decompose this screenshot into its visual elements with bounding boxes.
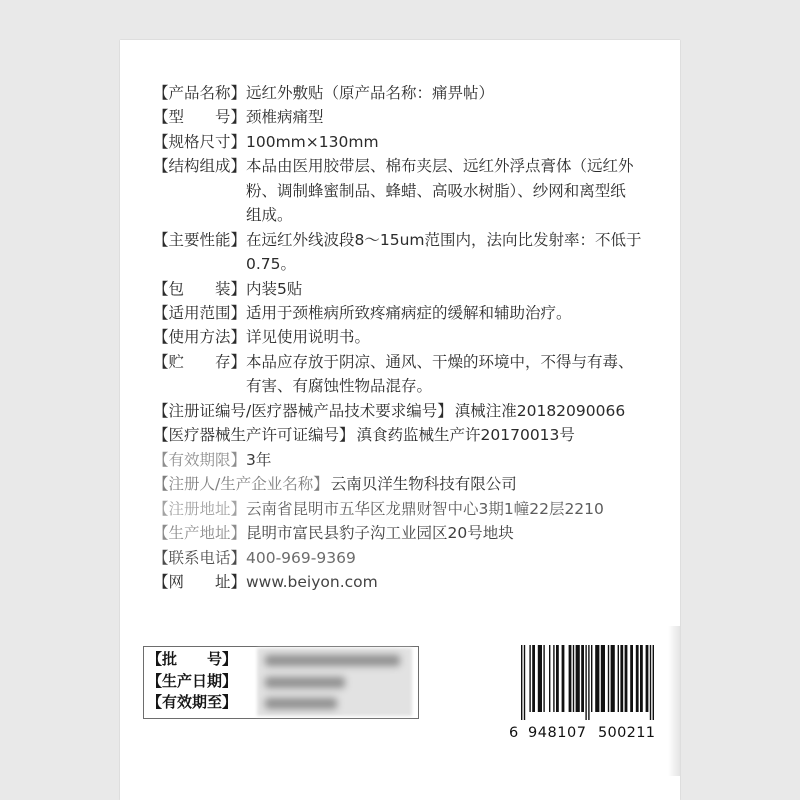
barcode-bar bbox=[611, 645, 615, 712]
spec-row-scope bbox=[153, 301, 642, 325]
contact-phone-value bbox=[246, 546, 356, 570]
registrant-value bbox=[331, 472, 517, 496]
product-spec-list bbox=[153, 81, 642, 594]
barcode-bar bbox=[608, 645, 609, 712]
production-address-value-line: 昆明市富民县豹子沟工业园区20号地块 bbox=[246, 524, 514, 543]
website-value-line: www.beiyon.com bbox=[246, 572, 378, 591]
barcode-bar bbox=[591, 645, 592, 712]
registrant-value-line: 云南贝洋生物科技有限公司 bbox=[330, 475, 517, 494]
structure-value-line: 组成。 bbox=[246, 206, 293, 225]
size-value-line: 100mm×130mm bbox=[246, 132, 379, 151]
spec-row-production-address bbox=[153, 521, 642, 545]
production-address-value bbox=[246, 521, 514, 545]
barcode-guard-bar bbox=[585, 645, 586, 720]
performance-value bbox=[246, 228, 642, 277]
contact-phone-label: 【联系电话】 bbox=[153, 548, 247, 567]
validity-period-value-line: 3年 bbox=[246, 450, 272, 469]
barcode-bar bbox=[573, 645, 574, 712]
barcode-bar bbox=[553, 645, 554, 712]
contact-phone-value-line: 400-969-9369 bbox=[246, 548, 356, 567]
barcode-bar bbox=[529, 645, 530, 712]
blurred-production-date bbox=[265, 677, 345, 688]
spec-row-validity-period bbox=[153, 448, 642, 472]
barcode-bar bbox=[625, 645, 628, 712]
barcode-guard-bar bbox=[524, 645, 525, 720]
storage-label: 【贮 存】 bbox=[153, 352, 247, 371]
batch-info-labels bbox=[147, 649, 237, 714]
expiry-date-label: 【有效期至】 bbox=[147, 693, 238, 711]
usage-value bbox=[246, 325, 370, 349]
registered-address-value-line: 云南省昆明市五华区龙鼎财智中心3期1幢22层2210 bbox=[246, 499, 604, 518]
barcode-left-digits: 948107 bbox=[528, 725, 586, 741]
model-value-line: 颈椎病痛型 bbox=[246, 108, 324, 127]
spec-row-packaging bbox=[153, 277, 642, 301]
size-value bbox=[246, 130, 379, 154]
validity-period-label: 【有效期限】 bbox=[153, 450, 247, 469]
packaging-value bbox=[246, 277, 302, 301]
barcode-bar bbox=[543, 645, 544, 712]
performance-label: 【主要性能】 bbox=[153, 230, 247, 249]
scope-value bbox=[246, 301, 572, 325]
spec-row-registrant bbox=[153, 472, 642, 496]
website-value bbox=[246, 570, 378, 594]
spec-row-registered-address bbox=[153, 497, 642, 521]
structure-label: 【结构组成】 bbox=[153, 157, 247, 176]
model-label: 【型 号】 bbox=[153, 108, 247, 127]
barcode-bar bbox=[618, 645, 619, 712]
barcode-bar bbox=[636, 645, 639, 712]
spec-row-size bbox=[153, 130, 642, 154]
model-value bbox=[246, 105, 324, 129]
barcode-bar bbox=[640, 645, 643, 712]
barcode-bars bbox=[521, 645, 654, 720]
spec-row-product-name bbox=[153, 81, 642, 105]
storage-value-line: 有害、有腐蚀性物品混存。 bbox=[246, 377, 433, 396]
product-name-value bbox=[246, 81, 494, 105]
registered-address-label: 【注册地址】 bbox=[153, 499, 247, 518]
usage-value-line: 详见使用说明书。 bbox=[246, 328, 371, 347]
product-name-label: 【产品名称】 bbox=[153, 84, 247, 102]
barcode-bar bbox=[569, 645, 572, 712]
packaging-label: 【包 装】 bbox=[153, 279, 247, 298]
spec-row-registration-number bbox=[153, 399, 642, 423]
spec-row-model bbox=[153, 105, 642, 129]
barcode-bar bbox=[576, 645, 580, 712]
production-date-label: 【生产日期】 bbox=[147, 671, 238, 690]
validity-period-value bbox=[246, 448, 271, 472]
barcode-right-digits: 500211 bbox=[598, 725, 655, 741]
production-license-label: 【医疗器械生产许可证编号】 bbox=[153, 426, 355, 445]
production-license-value-line: 滇食药监械生产许20170013号 bbox=[356, 426, 575, 445]
blurred-batch-values bbox=[257, 648, 412, 716]
barcode-bar bbox=[601, 645, 605, 712]
spec-row-contact-phone bbox=[153, 546, 642, 570]
barcode-guard-bar bbox=[588, 645, 589, 720]
blurred-batch-number bbox=[265, 655, 400, 666]
barcode-bar bbox=[532, 645, 535, 712]
storage-value bbox=[246, 350, 634, 399]
barcode-guard-bar bbox=[653, 645, 654, 720]
storage-value-line: 本品应存放于阴凉、通风、干燥的环境中，不得与有毒、 bbox=[246, 352, 634, 371]
registrant-label: 【注册人/生产企业名称】 bbox=[153, 475, 329, 494]
product-name-value-line: 远红外敷贴（原产品名称：痛畀帖） bbox=[246, 84, 495, 102]
structure-value-line: 本品由医用胶带层、棉布夹层、远红外浮点膏体（远红外 bbox=[246, 157, 634, 176]
barcode-bar bbox=[581, 645, 584, 712]
registration-number-value bbox=[455, 399, 625, 423]
performance-value-line: 在远红外线波段8～15um范围内，法向比发射率：不低于 bbox=[246, 230, 642, 249]
barcode bbox=[505, 640, 665, 745]
production-address-label: 【生产地址】 bbox=[153, 524, 247, 543]
registration-number-value-line: 滇械注准20182090066 bbox=[454, 401, 626, 420]
scope-label: 【适用范围】 bbox=[153, 304, 247, 322]
performance-value-line: 0.75。 bbox=[246, 255, 297, 274]
barcode-bar bbox=[646, 645, 649, 712]
website-label: 【网 址】 bbox=[153, 572, 247, 591]
barcode-lead-digit: 6 bbox=[509, 725, 519, 741]
barcode-bar bbox=[556, 645, 559, 712]
barcode-bar bbox=[538, 645, 542, 712]
barcode-bar bbox=[595, 645, 599, 712]
barcode-bar bbox=[549, 645, 550, 712]
size-label: 【规格尺寸】 bbox=[153, 132, 247, 151]
structure-value bbox=[246, 154, 634, 227]
scope-value-line: 适用于颈椎病所致疼痛病症的缓解和辅助治疗。 bbox=[246, 304, 572, 322]
registered-address-value bbox=[246, 497, 604, 521]
spec-row-storage bbox=[153, 350, 642, 399]
barcode-guard-bar bbox=[650, 645, 651, 720]
spec-row-structure bbox=[153, 154, 642, 227]
structure-value-line: 粉、调制蜂蜜制品、蜂蜡、高吸水树脂）、纱网和离型纸 bbox=[246, 181, 626, 200]
spec-row-production-license bbox=[153, 423, 642, 447]
usage-label: 【使用方法】 bbox=[153, 328, 247, 347]
registration-number-label: 【注册证编号/医疗器械产品技术要求编号】 bbox=[153, 401, 453, 420]
barcode-bar bbox=[630, 645, 633, 712]
production-license-value bbox=[357, 423, 575, 447]
barcode-guard-bar bbox=[521, 645, 522, 720]
blurred-expiry-date bbox=[265, 698, 337, 709]
spec-row-website bbox=[153, 570, 642, 594]
packaging-value-line: 内装5贴 bbox=[246, 279, 303, 298]
barcode-bar bbox=[620, 645, 623, 712]
spec-row-performance bbox=[153, 228, 642, 277]
barcode-bar bbox=[562, 645, 565, 712]
batch-number-label: 【批 号】 bbox=[147, 650, 238, 668]
panel-edge-shadow bbox=[668, 626, 680, 776]
spec-row-usage bbox=[153, 325, 642, 349]
